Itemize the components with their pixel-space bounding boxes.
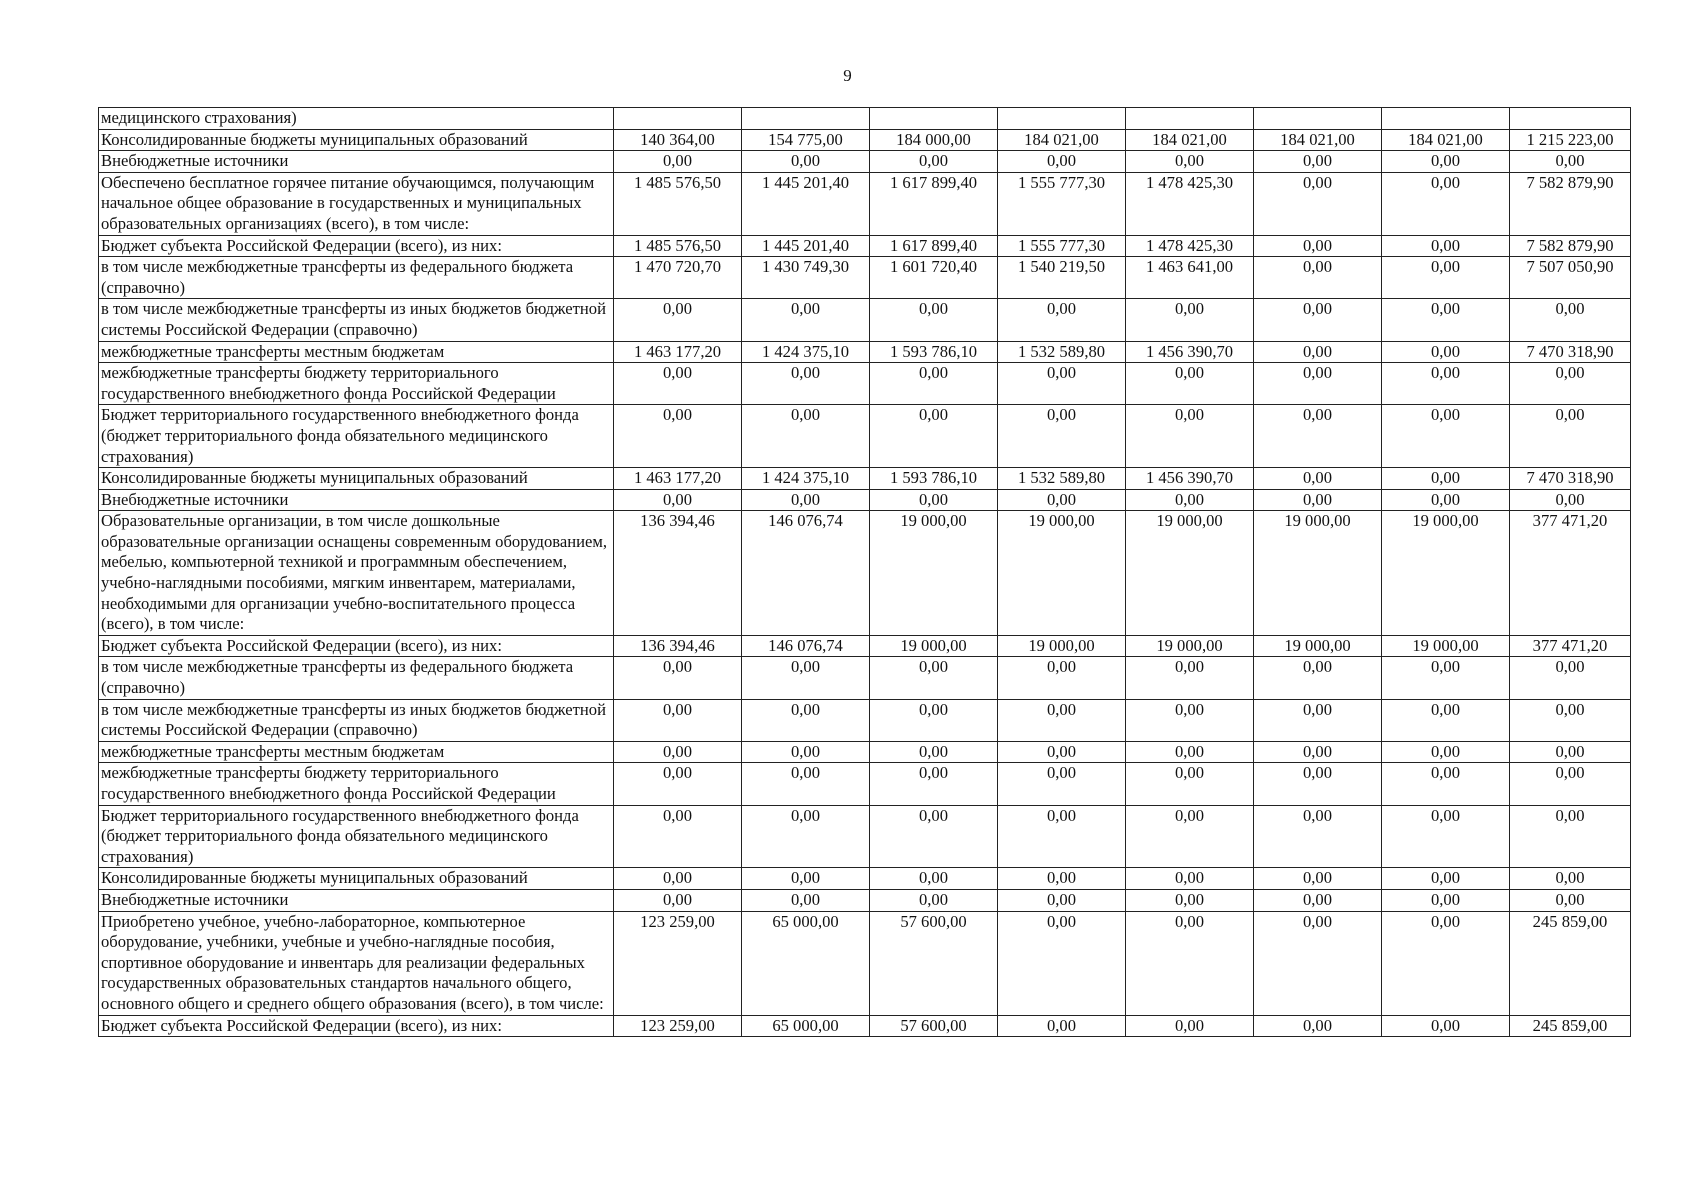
value-cell: 0,00 bbox=[614, 151, 742, 173]
row-label: Бюджет территориального государственного внебюджетного фонда (бюджет территориального фонда обязательного медицинского страхования) bbox=[99, 405, 614, 468]
value-cell: 0,00 bbox=[1382, 489, 1510, 511]
value-cell: 0,00 bbox=[998, 1015, 1126, 1037]
table-row bbox=[99, 405, 1631, 468]
value-cell: 1 485 576,50 bbox=[614, 235, 742, 257]
value-cell: 0,00 bbox=[1510, 741, 1631, 763]
value-cell: 0,00 bbox=[1510, 151, 1631, 173]
value-cell bbox=[870, 108, 998, 130]
row-label: Внебюджетные источники bbox=[99, 489, 614, 511]
value-cell: 0,00 bbox=[742, 699, 870, 741]
value-cell: 0,00 bbox=[1382, 657, 1510, 699]
value-cell: 1 532 589,80 bbox=[998, 341, 1126, 363]
table-row bbox=[99, 635, 1631, 657]
row-label: Бюджет субъекта Российской Федерации (всего), из них: bbox=[99, 235, 614, 257]
table-row bbox=[99, 363, 1631, 405]
value-cell: 0,00 bbox=[742, 151, 870, 173]
value-cell: 0,00 bbox=[1382, 889, 1510, 911]
row-label: Внебюджетные источники bbox=[99, 151, 614, 173]
value-cell: 0,00 bbox=[1510, 489, 1631, 511]
value-cell: 0,00 bbox=[1254, 468, 1382, 490]
row-label: межбюджетные трансферты местным бюджетам bbox=[99, 341, 614, 363]
value-cell: 0,00 bbox=[1510, 805, 1631, 868]
value-cell: 0,00 bbox=[870, 657, 998, 699]
budget-table bbox=[98, 107, 1631, 1037]
value-cell: 184 021,00 bbox=[998, 129, 1126, 151]
value-cell: 0,00 bbox=[1510, 699, 1631, 741]
value-cell: 0,00 bbox=[1126, 405, 1254, 468]
value-cell: 0,00 bbox=[1382, 299, 1510, 341]
value-cell: 0,00 bbox=[614, 889, 742, 911]
value-cell: 0,00 bbox=[1254, 151, 1382, 173]
value-cell: 0,00 bbox=[1254, 741, 1382, 763]
value-cell: 377 471,20 bbox=[1510, 511, 1631, 636]
value-cell: 19 000,00 bbox=[1126, 511, 1254, 636]
value-cell: 136 394,46 bbox=[614, 511, 742, 636]
row-label: в том числе межбюджетные трансферты из иных бюджетов бюджетной системы Российской Федерации (справочно) bbox=[99, 699, 614, 741]
value-cell: 0,00 bbox=[742, 489, 870, 511]
row-label: межбюджетные трансферты бюджету территориального государственного внебюджетного фонда Российской Федерации bbox=[99, 763, 614, 805]
value-cell: 0,00 bbox=[998, 405, 1126, 468]
value-cell: 0,00 bbox=[998, 363, 1126, 405]
value-cell: 0,00 bbox=[1382, 151, 1510, 173]
value-cell: 0,00 bbox=[1382, 741, 1510, 763]
value-cell: 0,00 bbox=[1254, 405, 1382, 468]
value-cell: 1 617 899,40 bbox=[870, 235, 998, 257]
row-label: Бюджет субъекта Российской Федерации (всего), из них: bbox=[99, 1015, 614, 1037]
value-cell: 7 507 050,90 bbox=[1510, 257, 1631, 299]
value-cell: 0,00 bbox=[1126, 363, 1254, 405]
value-cell: 0,00 bbox=[1382, 468, 1510, 490]
value-cell: 0,00 bbox=[1126, 889, 1254, 911]
table-row bbox=[99, 299, 1631, 341]
value-cell: 0,00 bbox=[1254, 763, 1382, 805]
table-row bbox=[99, 108, 1631, 130]
value-cell: 1 593 786,10 bbox=[870, 468, 998, 490]
value-cell: 0,00 bbox=[870, 805, 998, 868]
value-cell: 1 617 899,40 bbox=[870, 172, 998, 235]
value-cell: 0,00 bbox=[1510, 868, 1631, 890]
value-cell: 0,00 bbox=[1254, 868, 1382, 890]
table-row bbox=[99, 129, 1631, 151]
value-cell: 0,00 bbox=[1510, 299, 1631, 341]
value-cell: 0,00 bbox=[1254, 257, 1382, 299]
value-cell: 1 456 390,70 bbox=[1126, 341, 1254, 363]
value-cell: 7 470 318,90 bbox=[1510, 468, 1631, 490]
value-cell: 245 859,00 bbox=[1510, 1015, 1631, 1037]
value-cell: 0,00 bbox=[998, 699, 1126, 741]
table-row bbox=[99, 1015, 1631, 1037]
budget-table-body bbox=[99, 108, 1631, 1037]
row-label: Консолидированные бюджеты муниципальных образований bbox=[99, 468, 614, 490]
value-cell: 123 259,00 bbox=[614, 911, 742, 1015]
value-cell: 1 532 589,80 bbox=[998, 468, 1126, 490]
value-cell: 0,00 bbox=[1254, 805, 1382, 868]
value-cell: 0,00 bbox=[998, 489, 1126, 511]
value-cell: 184 000,00 bbox=[870, 129, 998, 151]
value-cell: 0,00 bbox=[998, 889, 1126, 911]
table-row bbox=[99, 172, 1631, 235]
value-cell: 1 555 777,30 bbox=[998, 172, 1126, 235]
table-row bbox=[99, 511, 1631, 636]
value-cell: 0,00 bbox=[614, 805, 742, 868]
value-cell: 136 394,46 bbox=[614, 635, 742, 657]
value-cell: 0,00 bbox=[614, 741, 742, 763]
value-cell: 0,00 bbox=[998, 911, 1126, 1015]
value-cell: 0,00 bbox=[742, 741, 870, 763]
row-label: Приобретено учебное, учебно-лабораторное, компьютерное оборудование, учебники, учебные и учебно-наглядные пособия, спортивное оборудование и инвентарь для реализации федеральных государственных образовательных стандартов начального общего, основного общего и среднего общего образования (всего), в том числе: bbox=[99, 911, 614, 1015]
row-label: Образовательные организации, в том числе дошкольные образовательные организации оснащены современным оборудованием, мебелью, компьютерной техникой и программным обеспечением, учебно-наглядными пособиями, мягким инвентарем, материалами, необходимыми для организации учебно-воспитательного процесса (всего), в том числе: bbox=[99, 511, 614, 636]
value-cell: 0,00 bbox=[614, 405, 742, 468]
value-cell: 57 600,00 bbox=[870, 1015, 998, 1037]
value-cell: 146 076,74 bbox=[742, 635, 870, 657]
value-cell: 0,00 bbox=[870, 405, 998, 468]
value-cell: 1 463 177,20 bbox=[614, 341, 742, 363]
value-cell: 0,00 bbox=[1254, 489, 1382, 511]
value-cell: 0,00 bbox=[998, 741, 1126, 763]
value-cell: 7 470 318,90 bbox=[1510, 341, 1631, 363]
value-cell bbox=[998, 108, 1126, 130]
table-row bbox=[99, 911, 1631, 1015]
value-cell: 0,00 bbox=[1510, 657, 1631, 699]
value-cell bbox=[1510, 108, 1631, 130]
value-cell: 140 364,00 bbox=[614, 129, 742, 151]
value-cell: 1 430 749,30 bbox=[742, 257, 870, 299]
page-number: 9 bbox=[843, 66, 852, 85]
value-cell: 1 593 786,10 bbox=[870, 341, 998, 363]
table-row bbox=[99, 151, 1631, 173]
table-row bbox=[99, 235, 1631, 257]
value-cell: 0,00 bbox=[742, 805, 870, 868]
row-label: медицинского страхования) bbox=[99, 108, 614, 130]
value-cell: 0,00 bbox=[614, 699, 742, 741]
value-cell: 1 215 223,00 bbox=[1510, 129, 1631, 151]
value-cell: 0,00 bbox=[1254, 911, 1382, 1015]
value-cell: 0,00 bbox=[1126, 868, 1254, 890]
value-cell: 1 424 375,10 bbox=[742, 468, 870, 490]
value-cell: 245 859,00 bbox=[1510, 911, 1631, 1015]
value-cell: 0,00 bbox=[998, 805, 1126, 868]
value-cell: 1 470 720,70 bbox=[614, 257, 742, 299]
value-cell: 0,00 bbox=[1126, 151, 1254, 173]
value-cell: 0,00 bbox=[1126, 657, 1254, 699]
value-cell: 0,00 bbox=[1126, 299, 1254, 341]
value-cell: 1 478 425,30 bbox=[1126, 235, 1254, 257]
value-cell: 0,00 bbox=[1254, 299, 1382, 341]
value-cell: 0,00 bbox=[998, 151, 1126, 173]
value-cell: 0,00 bbox=[742, 363, 870, 405]
value-cell: 0,00 bbox=[998, 868, 1126, 890]
value-cell: 0,00 bbox=[614, 763, 742, 805]
value-cell: 1 463 177,20 bbox=[614, 468, 742, 490]
value-cell: 0,00 bbox=[870, 741, 998, 763]
row-label: межбюджетные трансферты местным бюджетам bbox=[99, 741, 614, 763]
row-label: Внебюджетные источники bbox=[99, 889, 614, 911]
table-row bbox=[99, 805, 1631, 868]
value-cell: 0,00 bbox=[870, 868, 998, 890]
value-cell: 0,00 bbox=[1382, 341, 1510, 363]
value-cell: 0,00 bbox=[1254, 699, 1382, 741]
value-cell: 19 000,00 bbox=[1126, 635, 1254, 657]
value-cell: 1 601 720,40 bbox=[870, 257, 998, 299]
value-cell: 0,00 bbox=[1126, 1015, 1254, 1037]
value-cell: 184 021,00 bbox=[1126, 129, 1254, 151]
value-cell: 7 582 879,90 bbox=[1510, 235, 1631, 257]
value-cell bbox=[1126, 108, 1254, 130]
value-cell: 0,00 bbox=[1254, 1015, 1382, 1037]
value-cell: 65 000,00 bbox=[742, 911, 870, 1015]
value-cell: 1 456 390,70 bbox=[1126, 468, 1254, 490]
value-cell: 1 485 576,50 bbox=[614, 172, 742, 235]
table-row bbox=[99, 868, 1631, 890]
value-cell: 0,00 bbox=[614, 868, 742, 890]
value-cell: 0,00 bbox=[1382, 868, 1510, 890]
table-row bbox=[99, 257, 1631, 299]
value-cell: 0,00 bbox=[1126, 741, 1254, 763]
row-label: Обеспечено бесплатное горячее питание обучающимся, получающим начальное общее образование в государственных и муниципальных образовательных организациях (всего), в том числе: bbox=[99, 172, 614, 235]
value-cell: 377 471,20 bbox=[1510, 635, 1631, 657]
value-cell: 0,00 bbox=[1126, 805, 1254, 868]
value-cell: 0,00 bbox=[742, 299, 870, 341]
value-cell: 184 021,00 bbox=[1254, 129, 1382, 151]
value-cell: 1 424 375,10 bbox=[742, 341, 870, 363]
value-cell: 0,00 bbox=[998, 657, 1126, 699]
value-cell: 57 600,00 bbox=[870, 911, 998, 1015]
value-cell: 0,00 bbox=[1510, 405, 1631, 468]
row-label: в том числе межбюджетные трансферты из федерального бюджета (справочно) bbox=[99, 257, 614, 299]
table-row bbox=[99, 489, 1631, 511]
value-cell: 0,00 bbox=[870, 699, 998, 741]
value-cell: 0,00 bbox=[614, 299, 742, 341]
value-cell bbox=[614, 108, 742, 130]
value-cell: 146 076,74 bbox=[742, 511, 870, 636]
value-cell: 0,00 bbox=[870, 363, 998, 405]
value-cell: 1 445 201,40 bbox=[742, 172, 870, 235]
table-row bbox=[99, 657, 1631, 699]
value-cell: 0,00 bbox=[742, 868, 870, 890]
row-label: Бюджет территориального государственного внебюджетного фонда (бюджет территориального фонда обязательного медицинского страхования) bbox=[99, 805, 614, 868]
value-cell: 0,00 bbox=[1254, 172, 1382, 235]
value-cell: 0,00 bbox=[614, 657, 742, 699]
value-cell: 0,00 bbox=[1382, 405, 1510, 468]
value-cell: 0,00 bbox=[1382, 699, 1510, 741]
value-cell: 0,00 bbox=[1382, 257, 1510, 299]
value-cell bbox=[1382, 108, 1510, 130]
value-cell: 0,00 bbox=[1382, 805, 1510, 868]
value-cell bbox=[742, 108, 870, 130]
value-cell: 154 775,00 bbox=[742, 129, 870, 151]
value-cell: 7 582 879,90 bbox=[1510, 172, 1631, 235]
value-cell: 1 540 219,50 bbox=[998, 257, 1126, 299]
value-cell: 0,00 bbox=[1254, 363, 1382, 405]
value-cell: 0,00 bbox=[1510, 363, 1631, 405]
value-cell: 0,00 bbox=[1510, 763, 1631, 805]
value-cell: 19 000,00 bbox=[1382, 511, 1510, 636]
value-cell: 0,00 bbox=[1254, 341, 1382, 363]
value-cell: 19 000,00 bbox=[1254, 511, 1382, 636]
value-cell: 123 259,00 bbox=[614, 1015, 742, 1037]
value-cell: 1 463 641,00 bbox=[1126, 257, 1254, 299]
value-cell: 0,00 bbox=[614, 489, 742, 511]
row-label: Консолидированные бюджеты муниципальных образований bbox=[99, 868, 614, 890]
value-cell: 0,00 bbox=[870, 299, 998, 341]
value-cell: 0,00 bbox=[1382, 763, 1510, 805]
value-cell: 19 000,00 bbox=[1382, 635, 1510, 657]
value-cell: 0,00 bbox=[742, 657, 870, 699]
table-row bbox=[99, 341, 1631, 363]
value-cell: 0,00 bbox=[1254, 235, 1382, 257]
value-cell: 0,00 bbox=[998, 763, 1126, 805]
value-cell: 19 000,00 bbox=[870, 511, 998, 636]
value-cell: 0,00 bbox=[870, 763, 998, 805]
value-cell: 0,00 bbox=[742, 763, 870, 805]
table-row bbox=[99, 468, 1631, 490]
row-label: межбюджетные трансферты бюджету территориального государственного внебюджетного фонда Российской Федерации bbox=[99, 363, 614, 405]
table-row bbox=[99, 699, 1631, 741]
value-cell: 1 478 425,30 bbox=[1126, 172, 1254, 235]
value-cell: 0,00 bbox=[998, 299, 1126, 341]
value-cell: 0,00 bbox=[1382, 911, 1510, 1015]
value-cell: 0,00 bbox=[1382, 235, 1510, 257]
row-label: в том числе межбюджетные трансферты из иных бюджетов бюджетной системы Российской Федерации (справочно) bbox=[99, 299, 614, 341]
row-label: Бюджет субъекта Российской Федерации (всего), из них: bbox=[99, 635, 614, 657]
value-cell: 0,00 bbox=[870, 489, 998, 511]
value-cell: 19 000,00 bbox=[870, 635, 998, 657]
value-cell: 0,00 bbox=[1382, 1015, 1510, 1037]
value-cell bbox=[1254, 108, 1382, 130]
value-cell: 184 021,00 bbox=[1382, 129, 1510, 151]
value-cell: 19 000,00 bbox=[998, 511, 1126, 636]
value-cell: 0,00 bbox=[1126, 489, 1254, 511]
value-cell: 0,00 bbox=[1510, 889, 1631, 911]
table-row bbox=[99, 741, 1631, 763]
table-row bbox=[99, 889, 1631, 911]
value-cell: 0,00 bbox=[1254, 889, 1382, 911]
value-cell: 19 000,00 bbox=[1254, 635, 1382, 657]
value-cell: 1 445 201,40 bbox=[742, 235, 870, 257]
row-label: в том числе межбюджетные трансферты из федерального бюджета (справочно) bbox=[99, 657, 614, 699]
value-cell: 0,00 bbox=[1126, 699, 1254, 741]
value-cell: 0,00 bbox=[870, 889, 998, 911]
value-cell: 0,00 bbox=[1126, 911, 1254, 1015]
value-cell: 0,00 bbox=[742, 889, 870, 911]
value-cell: 0,00 bbox=[1382, 363, 1510, 405]
value-cell: 1 555 777,30 bbox=[998, 235, 1126, 257]
value-cell: 19 000,00 bbox=[998, 635, 1126, 657]
value-cell: 0,00 bbox=[1254, 657, 1382, 699]
table-row bbox=[99, 763, 1631, 805]
value-cell: 0,00 bbox=[614, 363, 742, 405]
value-cell: 0,00 bbox=[870, 151, 998, 173]
value-cell: 0,00 bbox=[1382, 172, 1510, 235]
value-cell: 65 000,00 bbox=[742, 1015, 870, 1037]
value-cell: 0,00 bbox=[1126, 763, 1254, 805]
row-label: Консолидированные бюджеты муниципальных образований bbox=[99, 129, 614, 151]
value-cell: 0,00 bbox=[742, 405, 870, 468]
